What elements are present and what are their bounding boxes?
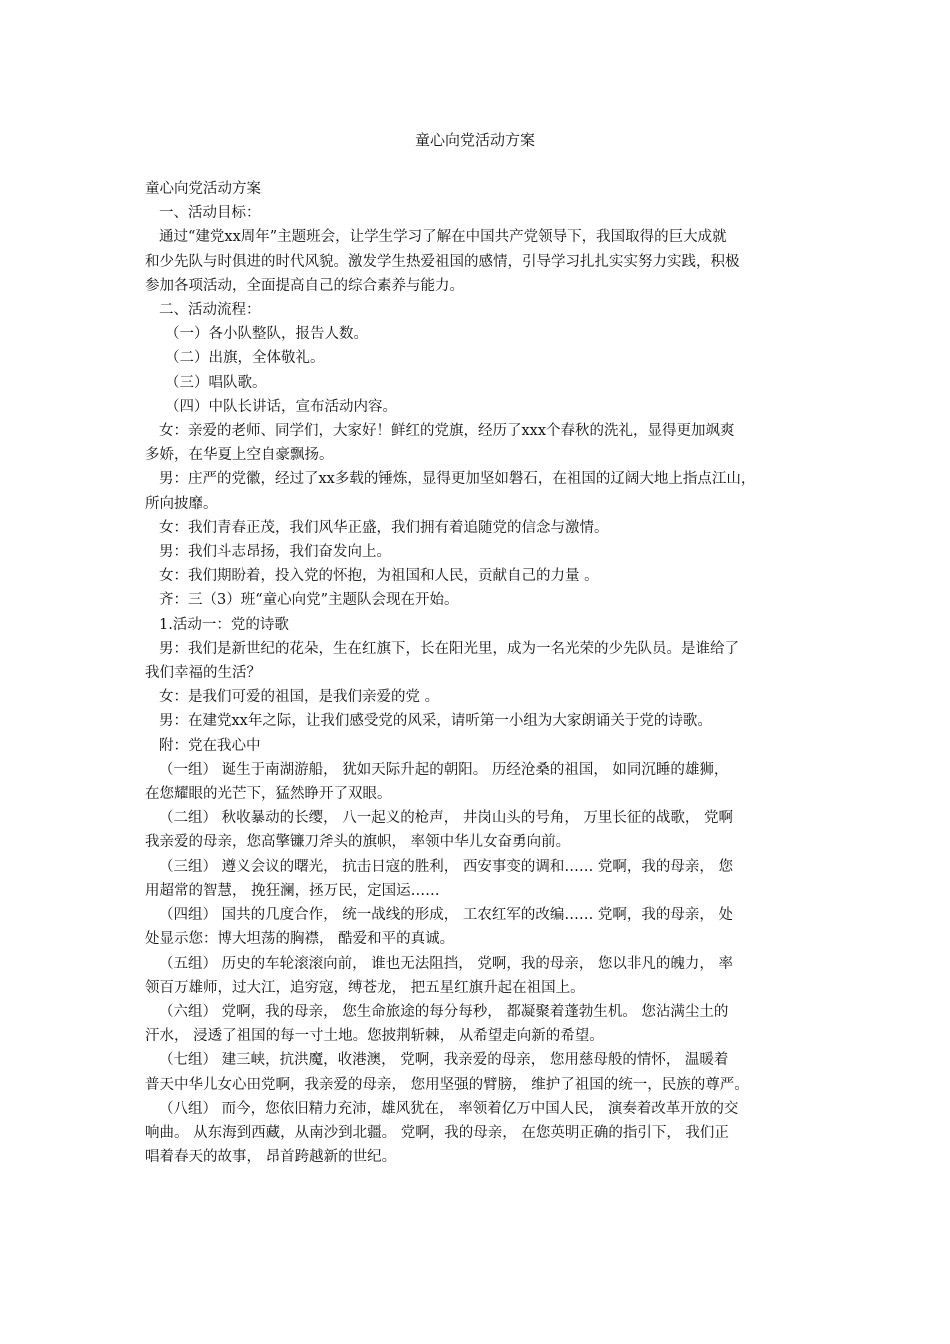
dialogue-line: 女：亲爱的老师、同学们，大家好！鲜红的党旗，经历了xxx个春秋的洗礼，显得更加飒爽 (159, 423, 735, 440)
poem-line: 领百万雄师，过大江，追穷寇，缚苍龙， 把五星红旗升起在祖国上。 (145, 979, 585, 996)
document-body (145, 177, 815, 1169)
poem-line: 汗水， 浸透了祖国的每一寸土地。您披荆斩棘， 从希望走向新的希望。 (145, 1028, 604, 1045)
heading-line: 童心向党活动方案 (145, 181, 261, 197)
dialogue-line: 男：庄严的党徽，经过了xx多载的锤炼，显得更加坚如磐石，在祖国的辽阔大地上指点江山， (159, 471, 756, 488)
poem-line: 普天中华儿女心田党啊，我亲爱的母亲， 您用坚强的臂膀， 维护了祖国的统一，民族的尊严。 (145, 1076, 749, 1093)
paragraph-line: 和少先队与时俱进的时代风貌。激发学生热爱祖国的感情，引导学习扎扎实实努力实践，积极 (145, 253, 740, 270)
poem-line: 用超常的智慧， 挽狂澜，拯万民，定国运…… (145, 882, 440, 899)
poem-line: （二组） 秋收暴动的长缨， 八一起义的枪声， 井岗山头的号角， 万里长征的战歌， 党啊 (159, 810, 734, 827)
document-title: 童心向党活动方案 (414, 131, 535, 149)
poem-line: 处显示您：博大坦荡的胸襟， 酷爱和平的真诚。 (145, 931, 455, 948)
dialogue-line: 女：我们青春正茂，我们风华正盛，我们拥有着追随党的信念与激情。 (159, 519, 609, 536)
section-heading: 一、活动目标： (159, 205, 261, 222)
poem-title: 附：党在我心中 (159, 737, 261, 754)
list-item: （二）出旗，全体敬礼。 (165, 350, 325, 367)
list-item: （一）各小队整队，报告人数。 (165, 326, 368, 343)
dialogue-line: 男：我们斗志昂扬，我们奋发向上。 (159, 544, 391, 561)
poem-line: 响曲。 从东海到西藏，从南沙到北疆。 党啊，我的母亲， 在您英明正确的指引下， 我们正 (145, 1124, 729, 1141)
poem-line: 在您耀眼的光芒下，猛然睁开了双眼。 (145, 786, 392, 803)
dialogue-line: 女：是我们可爱的祖国，是我们亲爱的党 。 (159, 689, 440, 706)
poem-line: 我亲爱的母亲，您高擎镰刀斧头的旗帜， 率领中华儿女奋勇向前。 (145, 834, 571, 851)
activity-heading: 1.活动一：党的诗歌 (159, 616, 289, 633)
dialogue-line: 我们幸福的生活？ (145, 665, 261, 682)
paragraph-line: 通过“建党xx周年”主题班会，让学生学习了解在中国共产党领导下，我国取得的巨大成就 (159, 229, 727, 246)
list-item: （四）中队长讲话，宣布活动内容。 (165, 398, 397, 415)
poem-line: （一组） 诞生于南湖游船， 犹如天际升起的朝阳。 历经沧桑的祖国， 如同沉睡的雄狮， (159, 761, 729, 778)
poem-line: 唱着春天的故事， 昂首跨越新的世纪。 (145, 1149, 397, 1166)
dialogue-line: 多娇，在华夏上空自豪飘扬。 (145, 447, 334, 464)
poem-line: （六组） 党啊，我的母亲， 您生命旅途的每分每秒， 都凝聚着蓬勃生机。 您沾满尘土的 (159, 1003, 729, 1020)
poem-line: （五组） 历史的车轮滚滚向前， 谁也无法阻挡， 党啊，我的母亲， 您以非凡的魄力， 率 (159, 955, 734, 972)
poem-line: （三组） 遵义会议的曙光， 抗击日寇的胜利， 西安事变的调和…… 党啊，我的母亲， 您 (159, 858, 734, 875)
section-heading: 二、活动流程： (159, 302, 261, 319)
dialogue-line: 女：我们期盼着，投入党的怀抱，为祖国和人民，贡献自己的力量 。 (159, 568, 599, 585)
dialogue-line: 齐：三（3）班“童心向党”主题队会现在开始。 (159, 592, 459, 609)
poem-line: （八组） 而今，您依旧精力充沛，雄风犹在， 率领着亿万中国人民， 演奏着改革开放的交 (159, 1100, 739, 1117)
dialogue-line: 男：我们是新世纪的花朵，生在红旗下，长在阳光里，成为一名光荣的少先队员。是谁给了 (159, 640, 739, 657)
dialogue-line: 所向披靡。 (145, 495, 218, 512)
paragraph-line: 参加各项活动，全面提高自己的综合素养与能力。 (145, 277, 464, 294)
poem-line: （四组） 国共的几度合作， 统一战线的形成， 工农红军的改编…… 党啊，我的母亲， 处 (159, 907, 734, 924)
list-item: （三）唱队歌。 (165, 374, 267, 391)
poem-line: （七组） 建三峡，抗洪魔，收港澳， 党啊，我亲爱的母亲， 您用慈母般的情怀， 温暖着 (159, 1052, 729, 1069)
dialogue-line: 男：在建党xx年之际，让我们感受党的风采，请听第一小组为大家朗诵关于党的诗歌。 (159, 713, 712, 730)
